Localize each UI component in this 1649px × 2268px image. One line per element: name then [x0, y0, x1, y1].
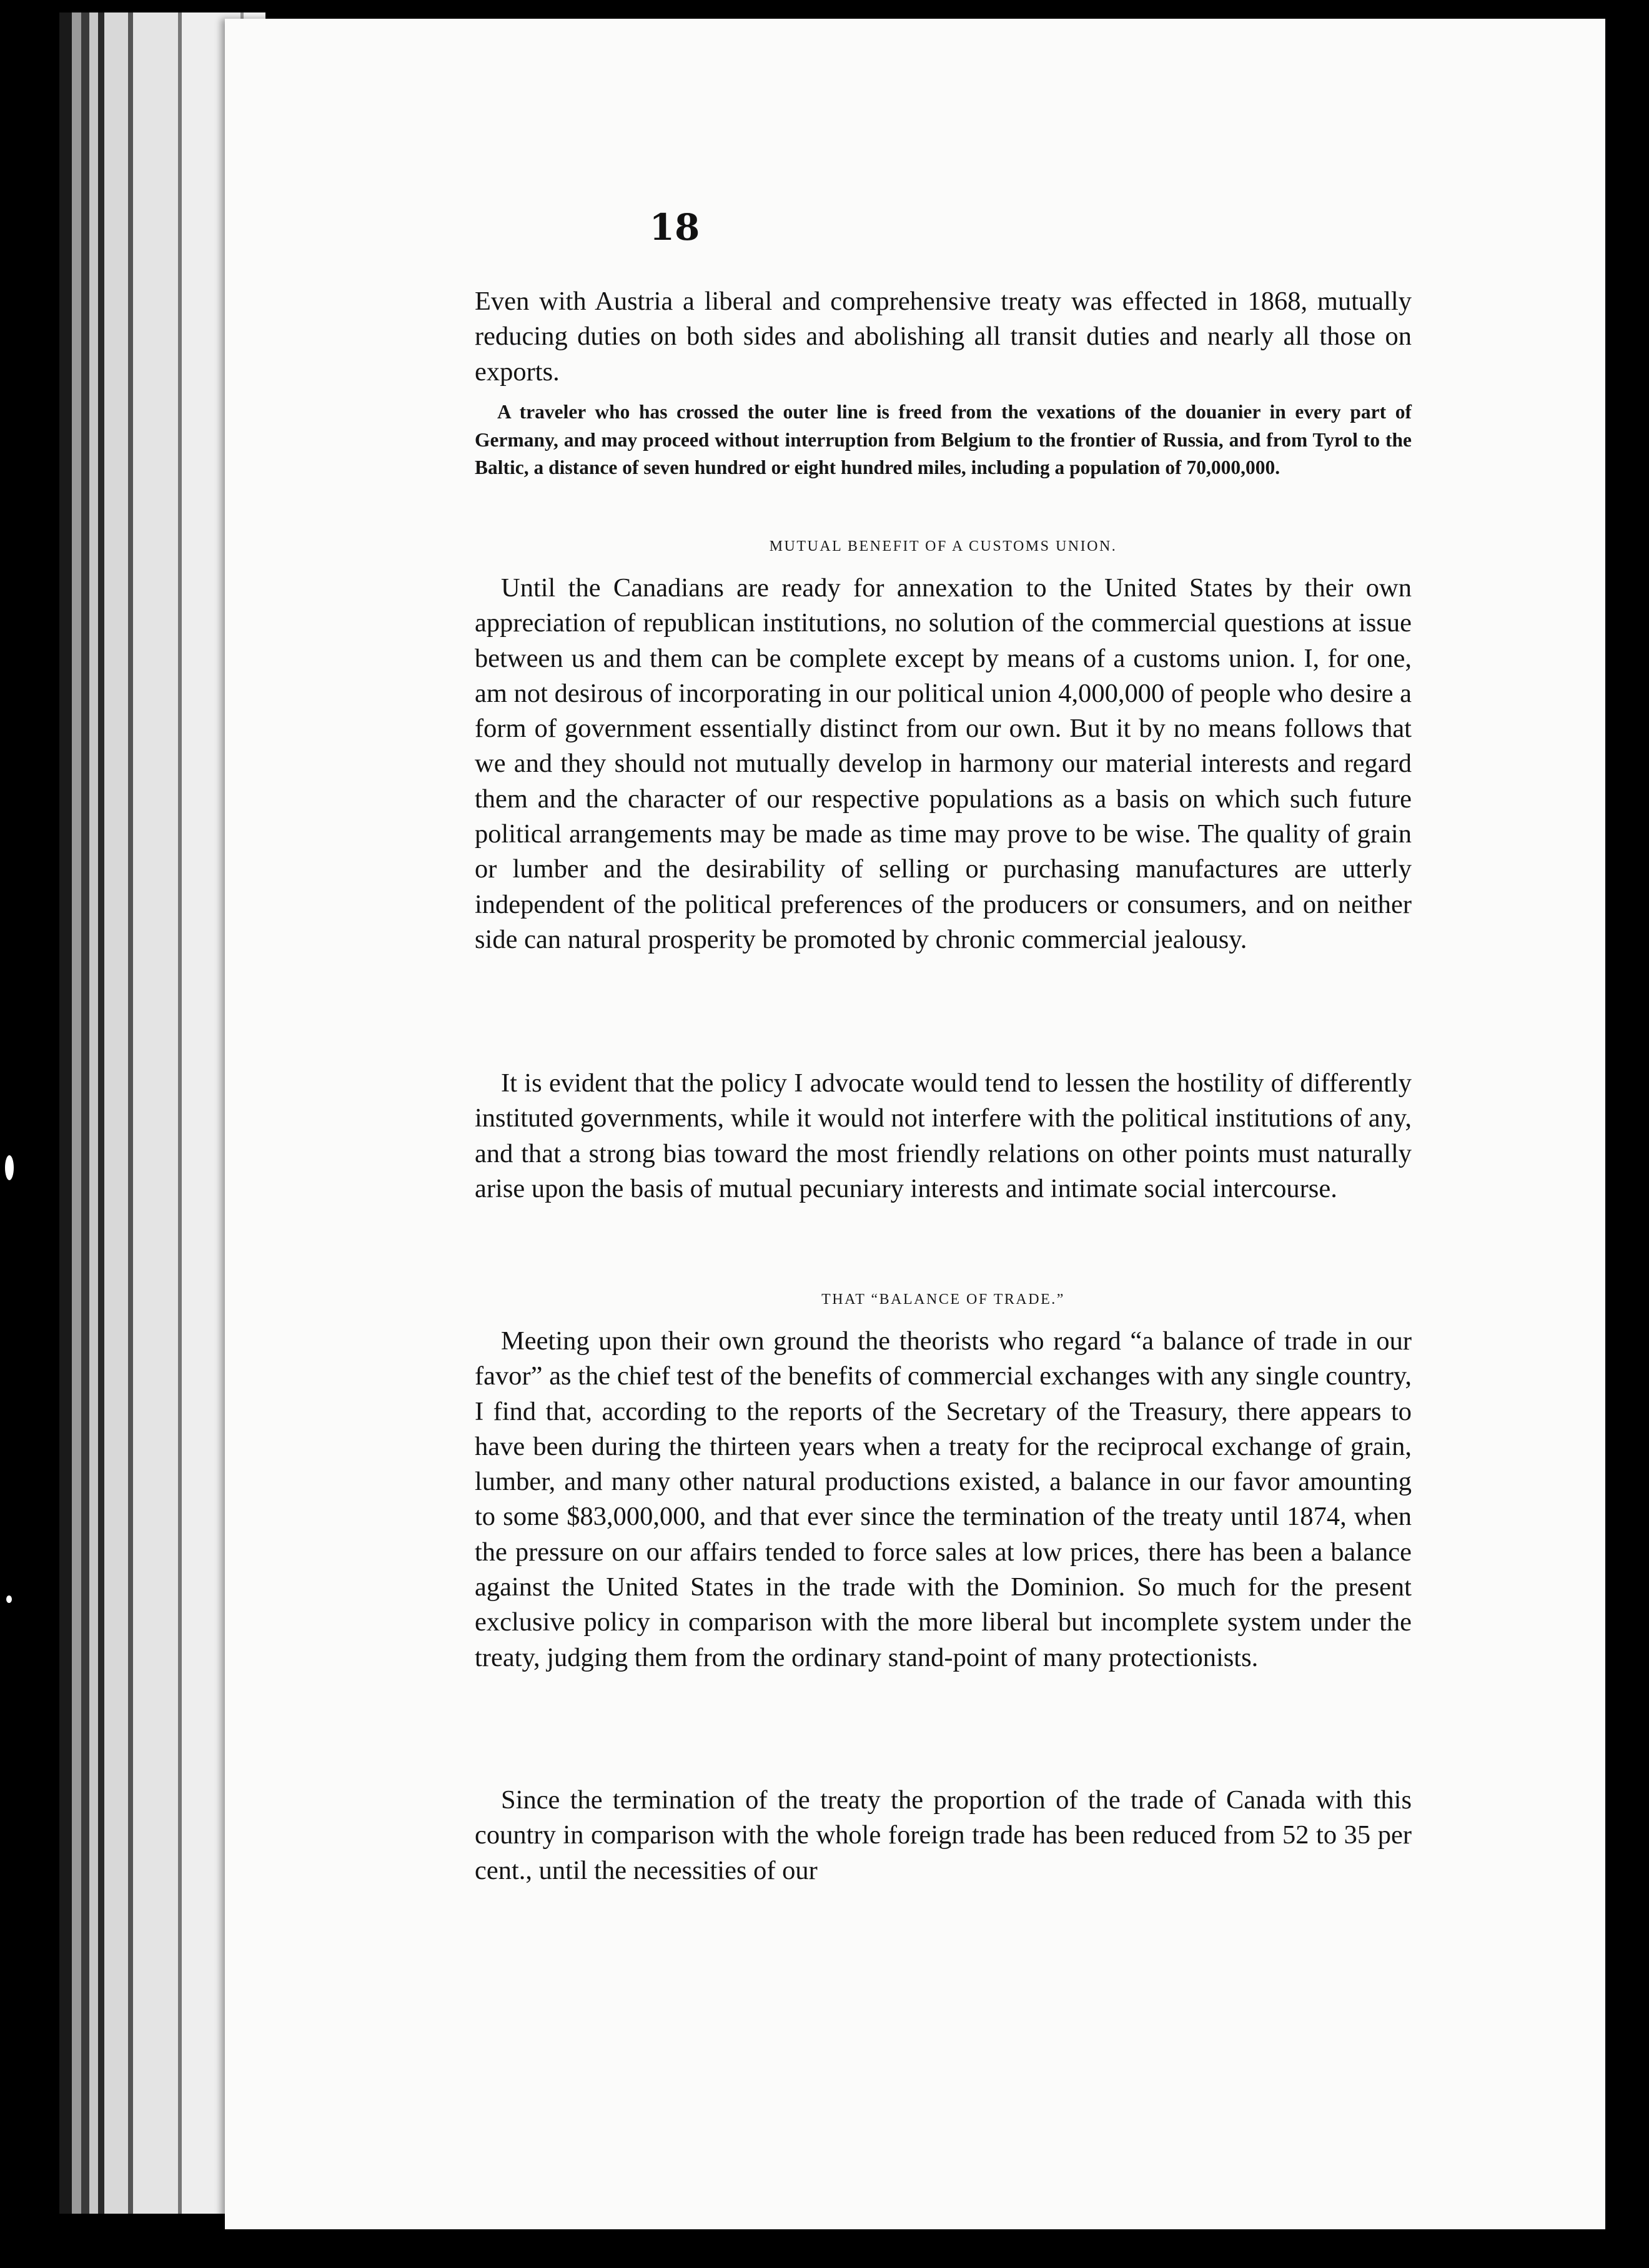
paragraph-austria-treaty: Even with Austria a liberal and comprehensive treaty was effected in 1868, mutually reducing duties on both sides and abolishing all transit duties and nearly all those on exports.	[475, 287, 1412, 387]
right-edge	[1605, 0, 1649, 2268]
paragraph-termination: Since the termination of the treaty the proportion of the trade of Canada with this country in comparison with the whole foreign trade has been reduced from 52 to 35 per cent., until the necessities of our	[475, 1785, 1412, 1885]
paragraph-canadians: Until the Canadians are ready for annexation to the United States by their own appreciation of republican institutions, no solution of the commercial questions at issue between us and them can be complete except by means of a customs union. I, for one, am not desirous of incorporating in our political union 4,000,000 of people who desire a form of government essentially distinct from our own. But it by no means follows that we and they should not mutually develop in harmony our material interests and regard them and the character of our respective populations as a basis on which such future political arrangements may be made as time may prove to be wise. The quality of grain or lumber and the desirability of selling or purchasing manufactures are utterly independent of the political preferences of the producers or consumers, and on neither side can natural prosperity be promoted by chronic commercial jealousy.	[475, 573, 1412, 954]
paragraph-traveler: A traveler who has crossed the outer line is freed from the vexations of the douanier in every part of Germany, and may proceed without interruption from Belgium to the frontier of Russia, and from Tyrol to the Baltic, a distance of seven hundred or eight hundred miles, including a population of 70,000,000.	[475, 401, 1412, 478]
page-number: 18	[649, 206, 700, 249]
paragraph-policy: It is evident that the policy I advocate would tend to lessen the hostility of differently instituted governments, while it would not interfere with the political institutions of any, and that a strong bias toward the most friendly relations on other points must naturally arise upon the basis of mutual pecuniary interests and intimate social intercourse.	[475, 1068, 1412, 1203]
section-heading-balance-of-trade: THAT “BALANCE OF TRADE.”	[821, 1291, 1065, 1308]
section-heading-customs-union: MUTUAL BENEFIT OF A CUSTOMS UNION.	[769, 538, 1117, 555]
paragraph-balance: Meeting upon their own ground the theorists who regard “a balance of trade in our favor” as the chief test of the benefits of commercial exchanges with any single country, I find that, according to the reports of the Secretary of the Treasury, there appears to have been during the thirteen years when a treaty for the reciprocal exchange of grain, lumber, and many other natural productions existed, a balance in our favor amounting to some $83,000,000, and that ever since the termination of the treaty until 1874, when the pressure on our affairs tended to force sales at low prices, there has been a balance against the United States in the trade with the Dominion. So much for the present exclusive policy in comparison with the more liberal but incomplete system under the treaty, judging them from the ordinary stand-point of many protectionists.	[475, 1326, 1412, 1672]
